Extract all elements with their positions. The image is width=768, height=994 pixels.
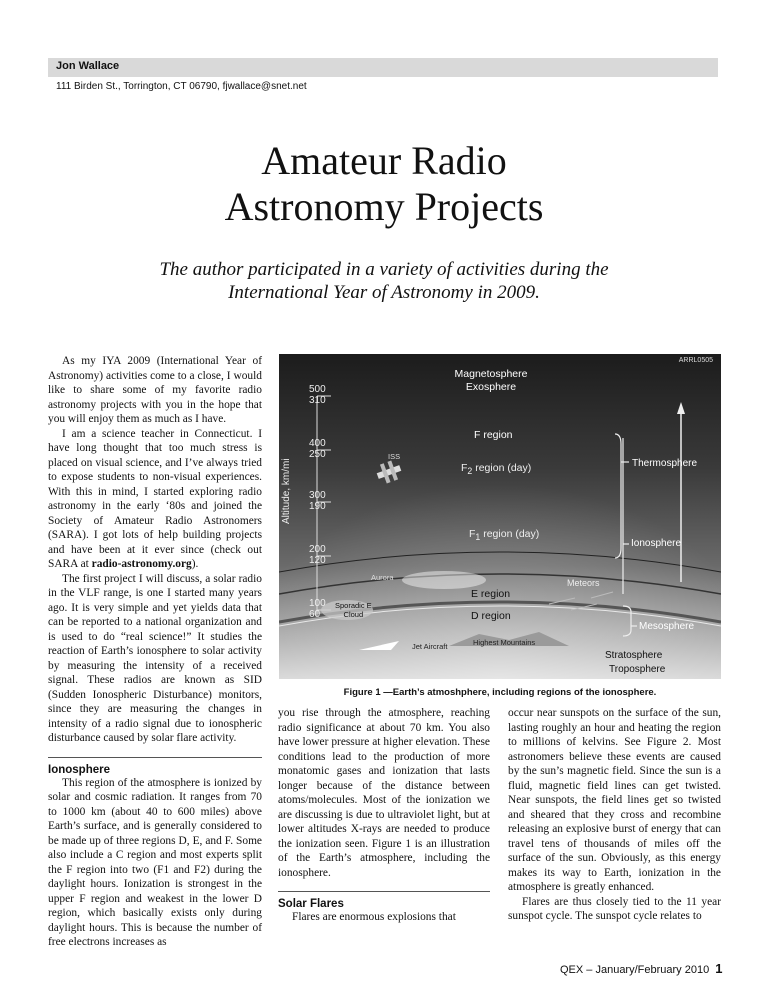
- paragraph: [48, 427, 262, 572]
- tick-km: 200: [309, 544, 326, 555]
- paragraph: As my IYA 2009 (International Year of Astronomy) activities come to a close, I would like to share some of my favorite radio astronomy projects with you in the hope that you will enjoy them as much as I have.: [48, 355, 262, 425]
- section-divider: [278, 891, 490, 892]
- tick-mi: 60: [309, 609, 321, 620]
- ionosphere-label: Ionosphere: [631, 538, 682, 549]
- paragraph: Flares are thus closely tied to the 11 year sunspot cycle. The sunspot cycle relates to: [508, 895, 721, 922]
- sporadic-e-label: [335, 601, 372, 619]
- tick-km: 400: [309, 438, 326, 449]
- figure-code: ARRL0505: [678, 357, 713, 364]
- f2-suffix: region (day): [475, 462, 532, 474]
- axis-label: Altitude, km/mi: [281, 458, 292, 524]
- article-title: [0, 138, 768, 230]
- aurora-icon: [402, 571, 486, 589]
- paragraph-text: I am a science teacher in Connecticut. I have long thought that too much stress is placed on visual science, and I’ve always tried to expose students to non-visual experiences. With this in mind, I started exploring radio astronomy in the early ‘80s and joined the Society of Amateur Radio Astronomers (SARA). I got lots of help building projects and have been at it ever since (check out SARA at: [48, 427, 262, 570]
- tick-label-300: [309, 490, 326, 512]
- tick-label-100: [309, 598, 326, 620]
- column-2: [278, 706, 490, 925]
- page-footer: [560, 961, 722, 976]
- atmosphere-figure: [279, 354, 721, 679]
- tick-label-400: [309, 438, 326, 460]
- subtitle-line-2: International Year of Astronomy in 2009.: [228, 282, 540, 303]
- tick-km: 500: [309, 384, 326, 395]
- e-region-label: E region: [471, 588, 511, 600]
- troposphere-label: Troposphere: [609, 664, 666, 675]
- paragraph: This region of the atmosphere is ionized by solar and cosmic radiation. It ranges from 70 to 1000 km (about 40 to 600 miles) above Earth’s surface, and is generally considered to be made up of three regions D, E, and F. Some also include a C region and most experts split the F region into two (F1 and F2) during the daylight hours. Ionization is strongest in the upper F region and weakest in the lower D region, which basically exists only during daylight hours. This is because the number of free electrons increases as: [48, 776, 262, 948]
- author-bar: [48, 58, 718, 77]
- cloud-text: Cloud: [343, 610, 364, 619]
- footer-text: QEX – January/February 2010: [560, 964, 710, 976]
- sara-link[interactable]: radio-astronomy.org: [91, 558, 192, 570]
- mountains-label: Highest Mountains: [473, 638, 536, 647]
- title-line-2: Astronomy Projects: [224, 184, 544, 229]
- article-subtitle: [0, 258, 768, 304]
- section-divider: [48, 757, 262, 758]
- magnetosphere-label: [279, 368, 703, 394]
- mesosphere-label: Mesosphere: [639, 621, 695, 632]
- f1-prefix: F: [469, 528, 476, 540]
- paragraph: occur near sunspots on the surface of the sun, lasting roughly an hour and heating the region to millions of kelvins. See Figure 2. Most astronomers believe these events are caused by the sun’s magnetic field. Since the sun is a fluid, magnetic field lines can get twisted. Near sunspots, the field lines get so twisted and sheared that they cross and recombine releasing an explosive burst of energy that can travel tens of thousands of miles off the surface of the sun. Obviously, as this energy makes its way to Earth, ionization in the atmosphere is greatly enhanced.: [508, 707, 721, 893]
- iss-label: ISS: [388, 452, 401, 461]
- f-region-label: F region: [474, 429, 513, 441]
- sporadic-e-text: Sporadic E: [335, 601, 372, 610]
- f2-prefix: F: [461, 462, 468, 474]
- figure-caption: Figure 1 —Earth’s atmoshphere, including regions of the ionosphere.: [343, 687, 657, 698]
- tick-mi: 250: [309, 449, 326, 460]
- tick-mi: 120: [309, 555, 326, 566]
- column-3: [508, 706, 721, 924]
- paragraph: The first project I will discuss, a solar radio in the VLF range, is one I started many years ago. It is very simple and yet yields data that can be reported to a national organization and is used to do “real science!” It studies the reaction of Earth’s ionosphere to solar activity by measuring the intensity of a received signal. These radios are known as SID (Sudden Ionospheric Disturbance) monitors, since they are measuring the changes in intensity of a radio signal due to ionospheric disturbance caused by solar flare activity.: [48, 572, 262, 744]
- f1-suffix: region (day): [483, 528, 540, 540]
- paragraph: Flares are enormous explosions that: [292, 911, 456, 923]
- column-1: [48, 354, 262, 950]
- jet-aircraft-label: Jet Aircraft: [412, 642, 448, 651]
- magnetosphere-text: Magnetosphere: [454, 368, 528, 380]
- subtitle-line-1: The author participated in a variety of activities during the: [159, 259, 609, 280]
- aurora-label: Aurora: [371, 573, 394, 582]
- stratosphere-label: Stratosphere: [605, 650, 663, 661]
- tick-mi: 310: [309, 395, 326, 406]
- title-line-1: Amateur Radio: [261, 138, 507, 183]
- tick-km: 300: [309, 490, 326, 501]
- paragraph-text: ).: [191, 558, 199, 570]
- tick-km: 100: [309, 598, 326, 609]
- tick-label-200: [309, 544, 326, 566]
- page-number: 1: [715, 961, 723, 976]
- meteors-label: Meteors: [567, 578, 600, 588]
- exosphere-text: Exosphere: [465, 381, 517, 393]
- author-address: 111 Birden St., Torrington, CT 06790, fjwallace@snet.net: [56, 81, 307, 92]
- author-name: Jon Wallace: [56, 60, 120, 72]
- section-heading-ionosphere: Ionosphere: [48, 763, 110, 776]
- paragraph: you rise through the atmosphere, reaching radio significance at about 70 km. You also have lower pressure at higher elevation. These conditions lead to the production of more monatomic gases and ionization that lasts longer because of the distance between atoms/molecules. Most of the ionization we are discussing is due to ultraviolet light, but at lower altitudes X-rays are needed to produce the ionization seen. Figure 1 is an illustration of the Earth’s atmosphere, including the ionosphere.: [278, 707, 490, 879]
- f2-sub: 2: [467, 466, 473, 477]
- tick-mi: 190: [309, 501, 326, 512]
- section-heading-solar-flares: Solar Flares: [278, 898, 344, 910]
- thermosphere-label: Thermosphere: [632, 458, 698, 469]
- f1-region-label: [469, 528, 539, 542]
- f1-sub: 1: [475, 532, 481, 543]
- d-region-label: D region: [471, 610, 511, 622]
- f2-region-label: [461, 462, 531, 476]
